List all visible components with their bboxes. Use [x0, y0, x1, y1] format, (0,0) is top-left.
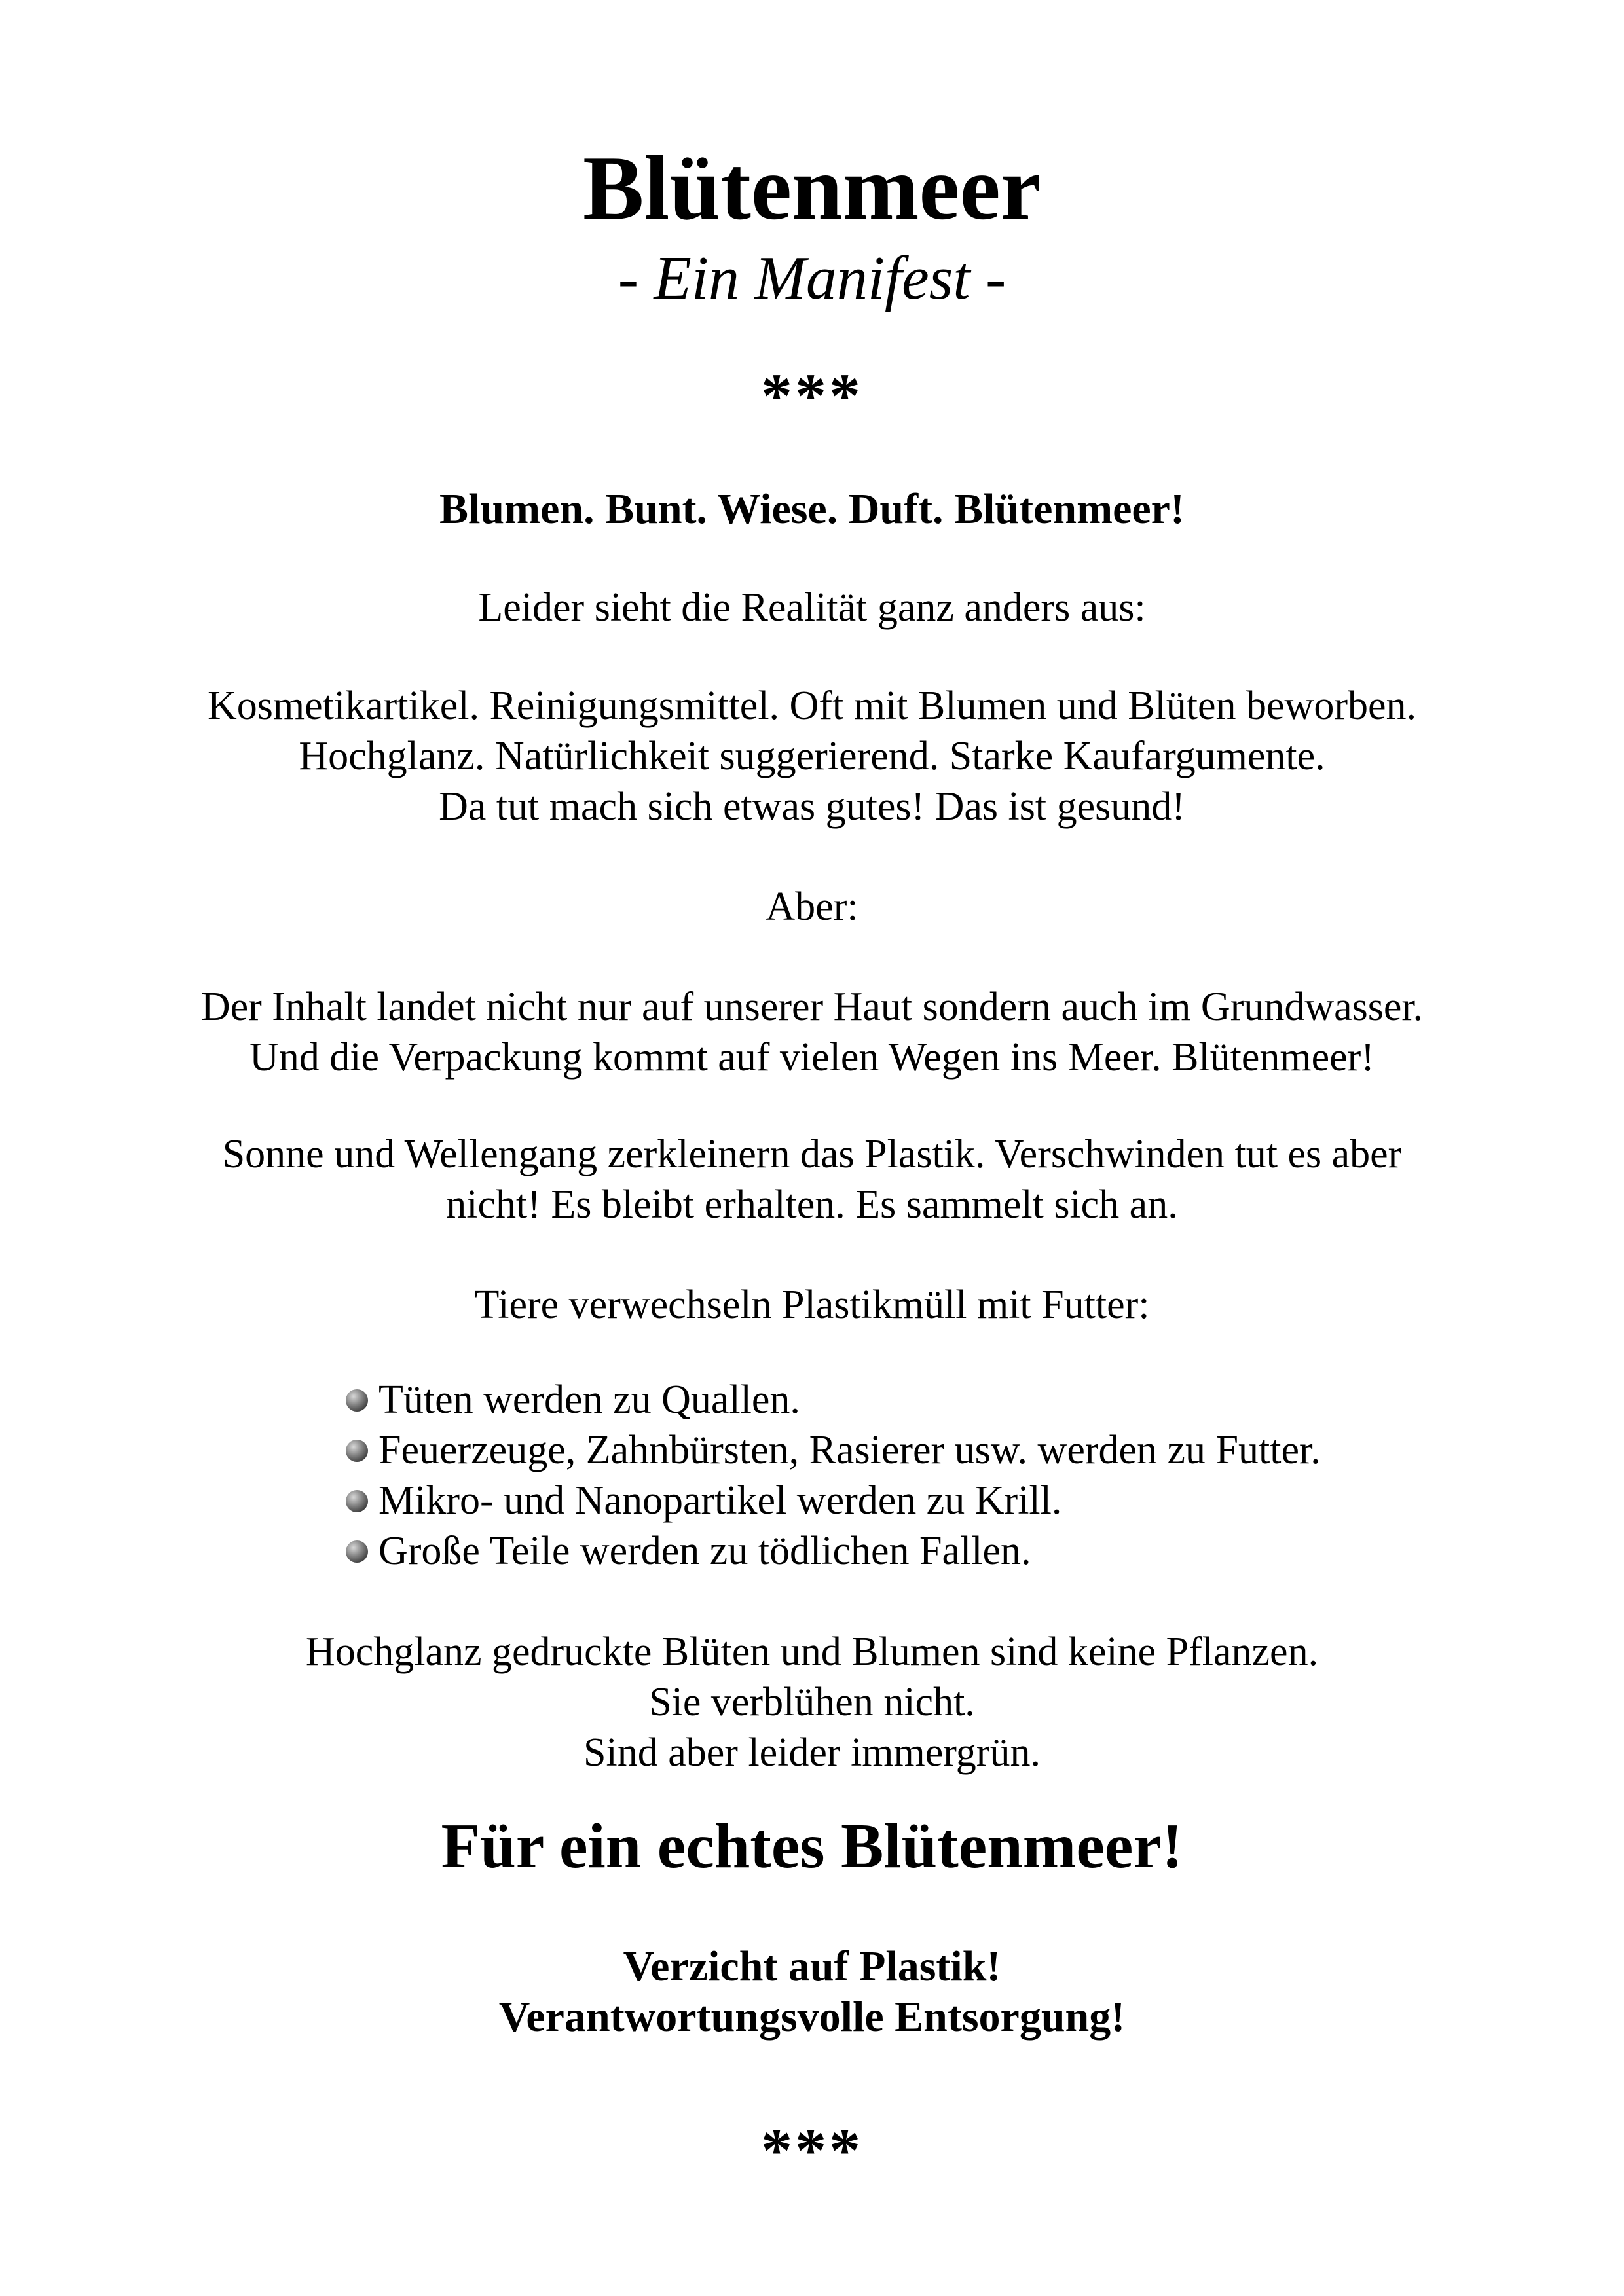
- demands: [0, 1941, 1624, 2042]
- list-item: [346, 1375, 1321, 1425]
- paragraph-animals: [0, 1280, 1624, 1330]
- paragraph-line: Und die Verpackung kommt auf vielen Wegen ins Meer. Blütenmeer!: [249, 1035, 1375, 1080]
- page-title: Blütenmeer: [583, 137, 1041, 239]
- bullet-list: [346, 1375, 1321, 1576]
- demand-line: Verzicht auf Plastik!: [623, 1942, 1001, 1990]
- list-item-text: Mikro- und Nanopartikel werden zu Krill.: [378, 1478, 1062, 1523]
- paragraph-cosmetics: [0, 681, 1624, 832]
- paragraph-line: nicht! Es bleibt erhalten. Es sammelt sich an.: [446, 1182, 1178, 1227]
- call-to-action: Für ein echtes Blütenmeer!: [441, 1811, 1183, 1882]
- separator-top: ***: [761, 361, 863, 431]
- list-item: [346, 1476, 1321, 1526]
- paragraph-line: Da tut mach sich etwas gutes! Das ist gesund!: [439, 784, 1185, 829]
- bullet-sphere-icon: [346, 1389, 368, 1412]
- bullet-sphere-icon: [346, 1440, 368, 1462]
- list-item: [346, 1526, 1321, 1576]
- list-item-text: Tüten werden zu Quallen.: [378, 1377, 800, 1422]
- paragraph-line: Hochglanz gedruckte Blüten und Blumen sind keine Pflanzen.: [305, 1630, 1319, 1674]
- paragraph-line: Sie verblühen nicht.: [649, 1680, 975, 1724]
- paragraph-line: Sind aber leider immergrün.: [583, 1730, 1041, 1775]
- paragraph-line: Kosmetikartikel. Reinigungsmittel. Oft mit Blumen und Blüten beworben.: [208, 683, 1416, 728]
- separator-bottom: ***: [761, 2115, 863, 2185]
- page-subtitle: - Ein Manifest -: [618, 244, 1006, 312]
- paragraph-line: Hochglanz. Natürlichkeit suggerierend. Starke Kaufargumente.: [299, 734, 1325, 778]
- paragraph-line: Tiere verwechseln Plastikmüll mit Futter:: [474, 1283, 1150, 1327]
- bullet-sphere-icon: [346, 1540, 368, 1563]
- bullet-sphere-icon: [346, 1490, 368, 1512]
- paragraph-line: Leider sieht die Realität ganz anders aus:: [478, 585, 1146, 630]
- demand-line: Verantwortungsvolle Entsorgung!: [498, 1993, 1126, 2041]
- paragraph-line: Aber:: [766, 884, 858, 929]
- paragraph-line: Sonne und Wellengang zerkleinern das Plastik. Verschwinden tut es aber: [222, 1132, 1402, 1176]
- paragraph-sun-waves: [0, 1129, 1624, 1230]
- paragraph-line: Der Inhalt landet nicht nur auf unserer Haut sondern auch im Grundwasser.: [200, 985, 1424, 1029]
- paragraph-groundwater: [0, 982, 1624, 1083]
- list-item: [346, 1425, 1321, 1476]
- paragraph-but: [0, 882, 1624, 932]
- list-item-text: Feuerzeuge, Zahnbürsten, Rasierer usw. werden zu Futter.: [378, 1428, 1321, 1472]
- list-item-text: Große Teile werden zu tödlichen Fallen.: [378, 1529, 1031, 1573]
- paragraph-closing: [0, 1627, 1624, 1778]
- paragraph-reality: [0, 583, 1624, 633]
- lead-line: Blumen. Bunt. Wiese. Duft. Blütenmeer!: [439, 485, 1185, 533]
